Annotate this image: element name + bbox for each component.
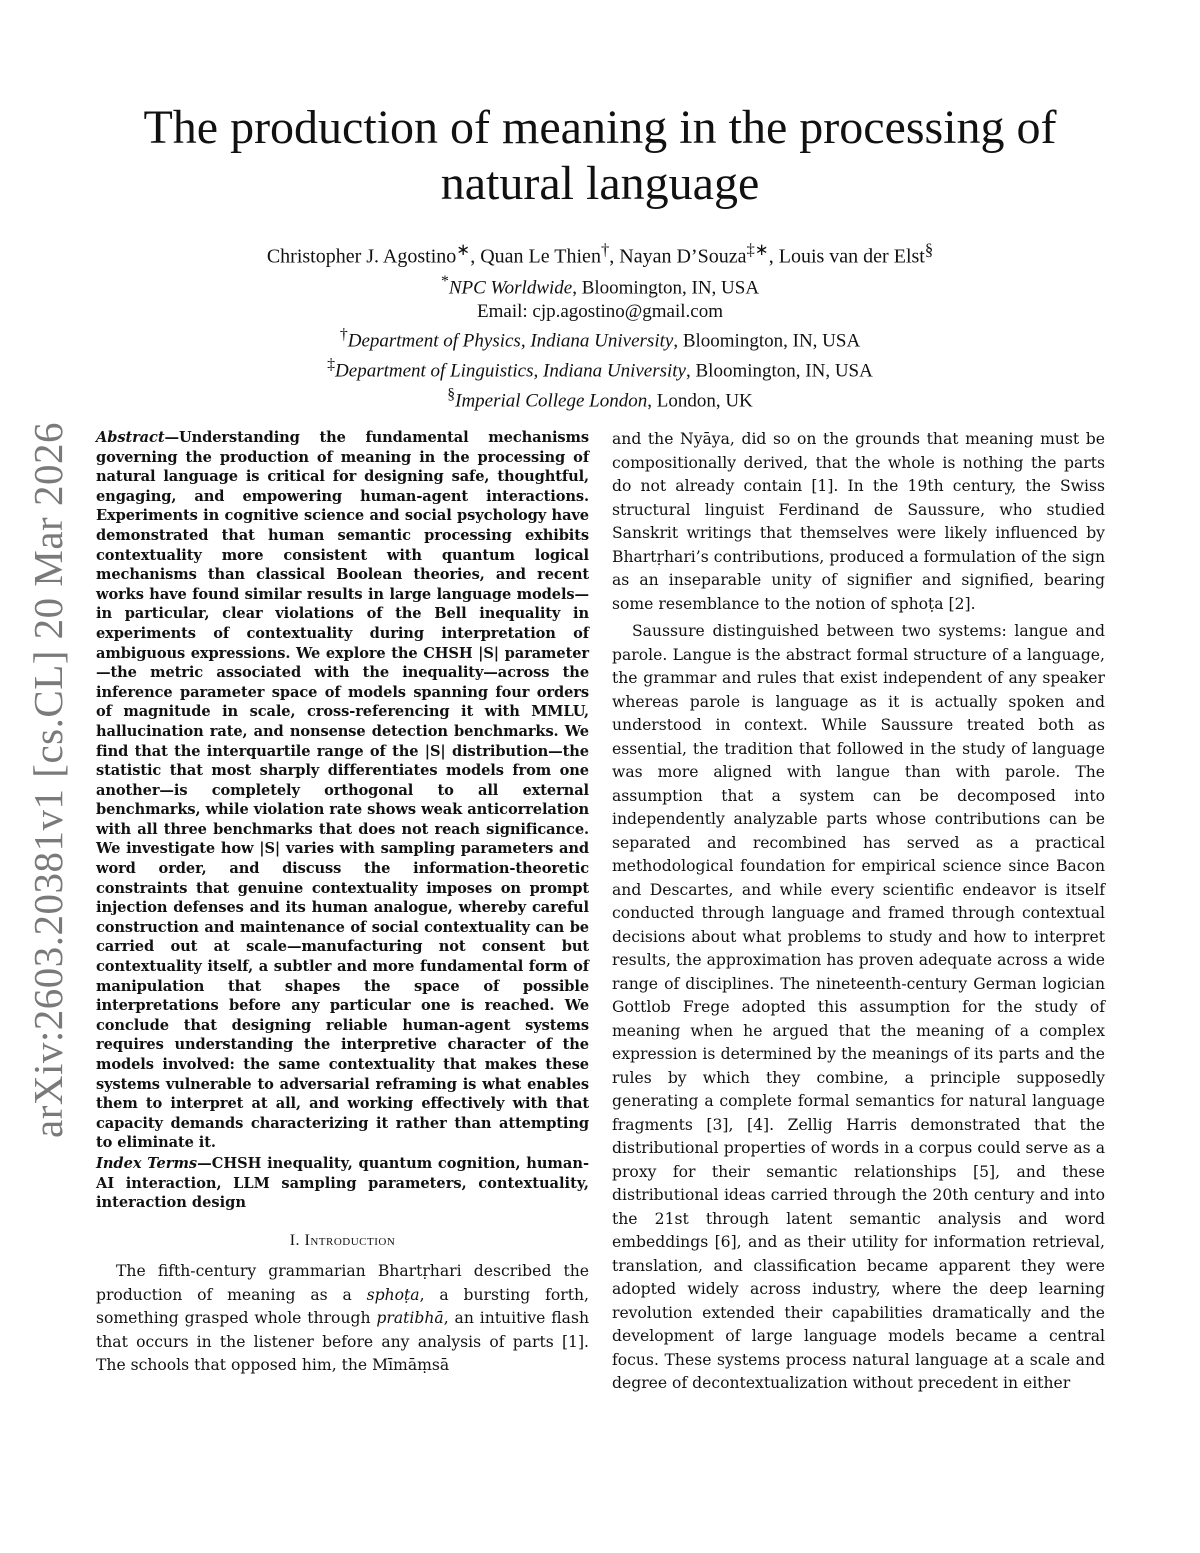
- affiliation-3: ‡Department of Linguistics, Indiana University, Bloomington, IN, USA: [327, 356, 873, 382]
- intro-paragraph-2: Saussure distinguished between two systems: langue and parole. Langue is the abstract formal structure of a language, the grammar and rules that exist independent of any speaker whereas parole is language as it is actually spoken and understood in context. While Saussure treated both as essential, the tradition that followed in the study of language was more aligned with langue than with parole. The assumption that a system can be decomposed into independently analyzable parts whose contributions can be separated and recombined has served as a practical methodological foundation for empirical science since Bacon and Descartes, and while every scientific endeavor is itself conducted through language and framed through contextual decisions about what problems to study and how to interpret results, the approximation has proven adequate across a wide range of disciplines. The nineteenth-century German logician Gottlob Frege adopted this assumption for the study of meaning when he argued that the meaning of a complex expression is determined by the meanings of its parts and the rules by which they combine, a principle supposedly generating a complete formal semantics for natural language fragments [3], [4]. Zellig Harris demonstrated that the distributional properties of words in a corpus could serve as a proxy for their semantic relationships [5], and these distributional ideas carried through the 20th century and into the 21st through latent semantic analysis and word embeddings [6], and as their utility for information retrieval, translation, and classification became apparent they were adopted widely across industry, where the deep learning revolution extended their capabilities dramatically and the development of large language models became a central focus. These systems process natural language at a scale and degree of decontextualization without precedent in either: [612, 622, 1105, 1392]
- index-terms-text: —CHSH inequality, quantum cognition, human-AI interaction, LLM sampling parameters, contextuality, interaction design: [96, 1154, 589, 1212]
- affiliation-2: †Department of Physics, Indiana University, Bloomington, IN, USA: [339, 326, 861, 352]
- affiliation-1: *NPC Worldwide, Bloomington, IN, USA: [440, 273, 760, 299]
- left-column: [96, 428, 589, 1378]
- index-terms: [96, 1154, 589, 1213]
- arxiv-sidebar: [18, 422, 78, 1138]
- affiliation-4: §Imperial College London, London, UK: [447, 386, 753, 412]
- author-names: Christopher J. Agostino∗, Quan Le Thien†, Nayan D’Souza‡∗, Louis van der Elst§: [266, 240, 934, 268]
- paper-title: The production of meaning in the processing of natural language: [143, 101, 1057, 210]
- author-email: Email: cjp.agostino@gmail.com: [477, 300, 723, 322]
- intro-paragraph-1-part-b: and the Nyāya, did so on the grounds that meaning must be compositionally derived, that the whole is nothing the parts do not already contain [1]. In the 19th century, the Swiss structural linguist Ferdinand de Saussure, who studied Sanskrit writings that themselves were likely influenced by Bhartṛhari’s contributions, produced a formulation of the sign as an inseparable unity of signifier and signified, bearing some resemblance to the notion of sphoṭa [2].: [612, 430, 1105, 613]
- section-heading-introduction: I. Introduction: [289, 1231, 396, 1249]
- index-terms-label: Index Terms: [96, 1154, 198, 1172]
- intro-paragraph-1-part-a: The fifth-century grammarian Bhartṛhari described the production of meaning as a sphoṭa, a bursting forth, something grasped whole through pratibhā, an intuitive flash that occurs in the listener before any analysis of parts [1]. The schools that opposed him, the Mīmāṃsā: [96, 1262, 589, 1375]
- abstract-label: Abstract: [96, 429, 165, 446]
- author-block: [100, 238, 1100, 413]
- right-column: [612, 428, 1105, 1396]
- abstract-text: —Understanding the fundamental mechanisms governing the production of meaning in the processing of natural language is critical for designing safe, thoughtful, engaging, and empowering human-agent interactions. Experiments in cognitive science and social psychology have demonstrated that human semantic processing exhibits contextuality more consistent with quantum logical mechanisms than classical Boolean theories, and recent works have found similar results in large language models—in particular, clear violations of the Bell inequality in experiments of contextuality during interpretation of ambiguous expressions. We explore the CHSH |S| parameter—the metric associated with the inequality—across the inference parameter space of models spanning four orders of magnitude in scale, cross-referencing it with MMLU, hallucination rate, and nonsense detection benchmarks. We find that the interquartile range of the |S| distribution—the statistic that most sharply differentiates models from one another—is completely orthogonal to all external benchmarks, while violation rate shows weak anticorrelation with all three benchmarks that does not reach significance. We investigate how |S| varies with sampling parameters and word order, and discuss the information-theoretic constraints that genuine contextuality imposes on prompt injection defenses and its human analogue, whereby careful construction and maintenance of social contextuality can be carried out at scale—manufacturing not consent but contextuality itself, a subtler and more fundamental form of manipulation that shapes the space of possible interpretations before any particular one is reached. We conclude that designing reliable human-agent systems requires understanding the interpretive character of the models involved: the same contextuality that makes these systems vulnerable to adversarial reframing is what enables them to interpret at all, and working effectively with that capacity demands characterizing it rather than attempting to eliminate it.: [96, 429, 589, 1152]
- abstract: [96, 428, 589, 1153]
- arxiv-identifier: arXiv:2603.20381v1 [cs.CL] 20 Mar 2026: [25, 422, 71, 1138]
